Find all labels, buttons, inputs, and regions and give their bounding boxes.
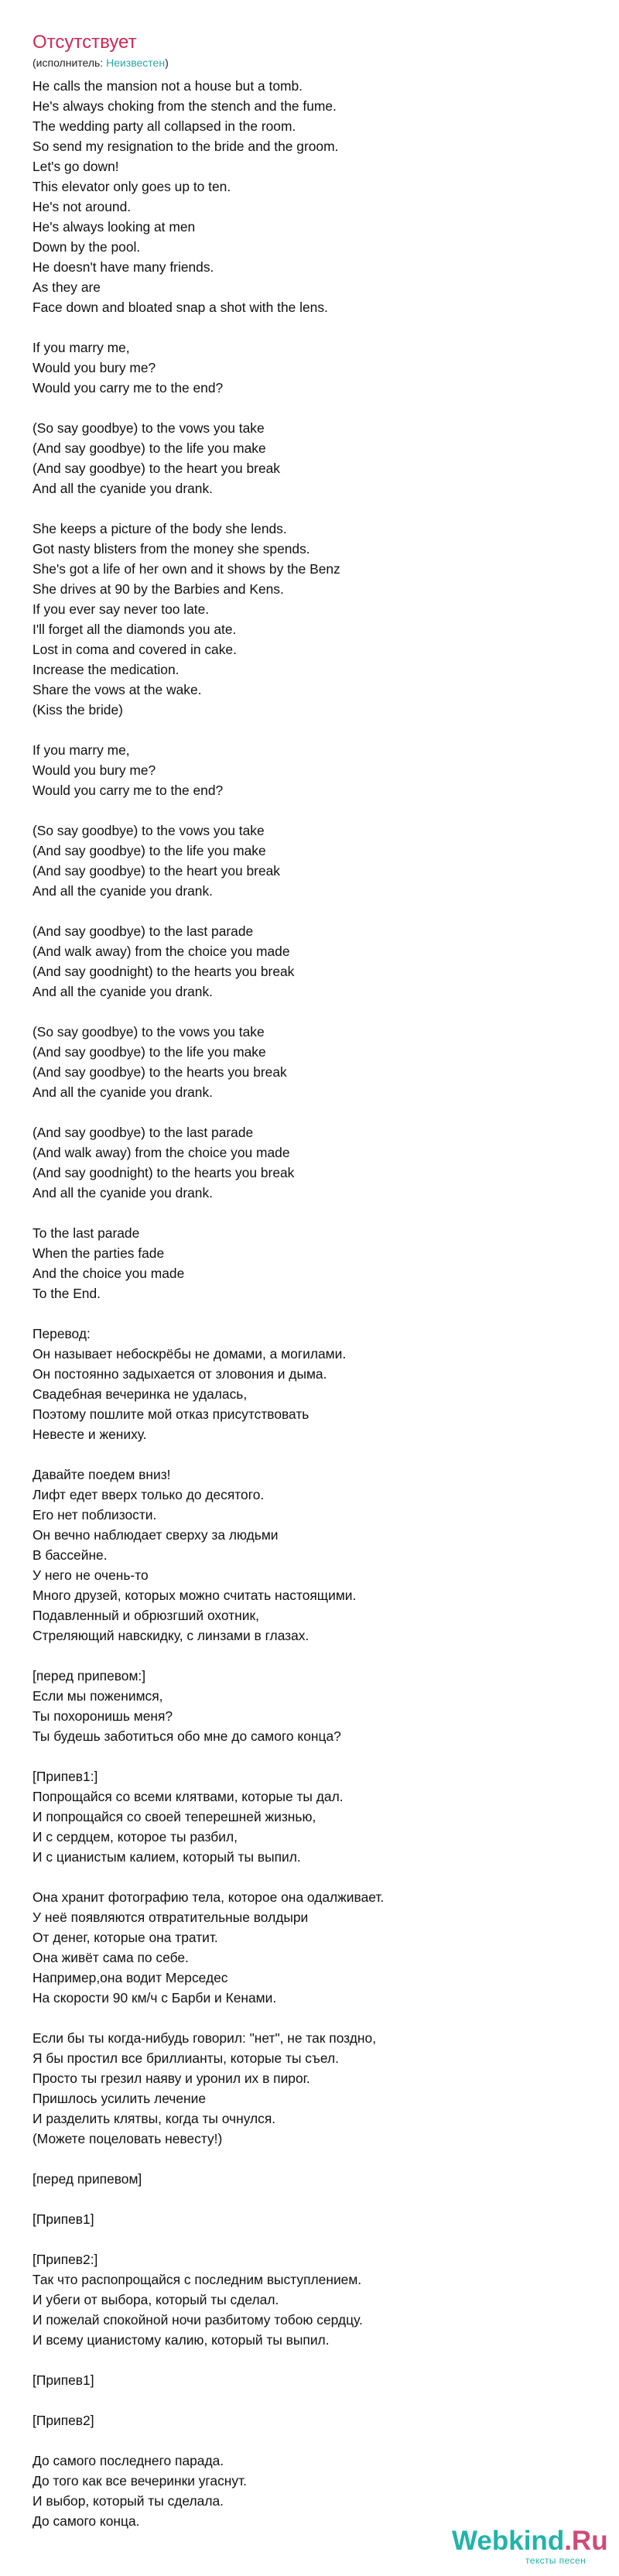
lyric-line: Lost in coma and covered in cake.: [32, 642, 237, 657]
lyric-line: She keeps a picture of the body she lends.: [32, 521, 287, 536]
lyric-line: Я бы простил все бриллианты, которые ты съел.: [32, 2050, 339, 2066]
lyric-line: And all the cyanide you drank.: [32, 481, 213, 496]
lyric-line: (And say goodbye) to the last parade: [32, 1125, 254, 1140]
lyric-line: He's not around.: [32, 199, 132, 214]
lyric-line: Перевод:: [32, 1326, 91, 1341]
lyric-line: Стреляющий навскидку, с линзами в глазах.: [32, 1628, 310, 1643]
brand-main-text: Webkind: [452, 2526, 565, 2556]
lyric-line: Он называет небоскрёбы не домами, а могилами.: [32, 1346, 347, 1362]
lyric-line: И убеги от выбора, который ты сделал.: [32, 2292, 279, 2307]
lyric-line: И разделить клятвы, когда ты очнулся.: [32, 2111, 276, 2126]
lyric-line: [Припев1]: [32, 2211, 94, 2227]
lyric-line: I'll forget all the diamonds you ate.: [32, 622, 237, 637]
lyric-line: (Можете поцеловать невесту!): [32, 2131, 223, 2146]
lyric-line: [32, 1746, 619, 1766]
lyric-line: And all the cyanide you drank.: [32, 1084, 213, 1100]
lyric-line: [Припев2:]: [32, 2252, 98, 2267]
lyric-line: И всему цианистому калию, который ты выпил.: [32, 2332, 330, 2348]
lyric-line: Got nasty blisters from the money she spends.: [32, 541, 310, 557]
lyric-line: And all the cyanide you drank.: [32, 984, 213, 999]
lyric-line: (So say goodbye) to the vows you take: [32, 1024, 265, 1040]
lyric-line: She's got a life of her own and it shows by the Benz: [32, 561, 340, 577]
lyric-line: [32, 2390, 619, 2410]
lyric-line: As they are: [32, 279, 101, 295]
lyric-line: [32, 1646, 619, 1666]
lyric-line: (And walk away) from the choice you made: [32, 944, 290, 959]
lyric-line: Она хранит фотографию тела, которое она одалживает.: [32, 1889, 385, 1905]
lyric-line: If you marry me,: [32, 340, 130, 355]
lyric-line: (And say goodbye) to the hearts you break: [32, 1064, 287, 1080]
lyric-line: (And say goodbye) to the heart you break: [32, 461, 280, 476]
lyric-line: (And walk away) from the choice you made: [32, 1145, 290, 1160]
lyric-line: [32, 1867, 619, 1887]
site-logo[interactable]: [452, 2526, 607, 2572]
lyric-line: До того как все вечеринки угаснут.: [32, 2473, 247, 2489]
lyric-line: (And say goodbye) to the life you make: [32, 843, 266, 858]
lyric-line: И пожелай спокойной ночи разбитому тобою сердцу.: [32, 2312, 363, 2328]
lyric-line: Она живёт сама по себе.: [32, 1950, 189, 1965]
lyric-line: Пришлось усилить лечение: [32, 2091, 207, 2106]
lyric-line: [32, 317, 619, 337]
brand-tld-text: .Ru: [564, 2526, 608, 2556]
lyric-line: [32, 398, 619, 418]
lyric-line: Share the vows at the wake.: [32, 682, 202, 697]
lyric-line: И с сердцем, которое ты разбил,: [32, 1829, 238, 1845]
lyric-line: Would you bury me?: [32, 360, 156, 375]
lyric-line: Он вечно наблюдает сверху за людьми: [32, 1527, 279, 1543]
lyric-line: [32, 2189, 619, 2209]
lyric-line: [32, 498, 619, 519]
lyric-line: Если бы ты когда-нибудь говорил: "нет", не так поздно,: [32, 2030, 377, 2046]
lyric-line: When the parties fade: [32, 1245, 165, 1261]
lyric-line: [Припев2]: [32, 2413, 94, 2428]
lyric-line: Попрощайся со всеми клятвами, которые ты дал.: [32, 1789, 344, 1804]
lyric-line: (And say goodnight) to the hearts you break: [32, 1165, 295, 1180]
lyric-line: He's always choking from the stench and the fume.: [32, 98, 337, 114]
lyric-line: If you ever say never too late.: [32, 601, 210, 617]
artist-link[interactable]: Неизвестен: [106, 57, 166, 69]
artist-prefix: (исполнитель:: [32, 57, 107, 69]
lyric-line: [32, 2229, 619, 2249]
lyric-line: [32, 1203, 619, 1223]
lyric-line: [32, 901, 619, 921]
lyric-line: Let's go down!: [32, 159, 119, 174]
lyric-line: [32, 720, 619, 740]
lyric-line: И с цианистым калием, который ты выпил.: [32, 1849, 301, 1865]
lyric-line: Невесте и жениху.: [32, 1427, 147, 1442]
lyric-line: He calls the mansion not a house but a tomb.: [32, 78, 303, 94]
lyric-line: (Kiss the bride): [32, 702, 123, 718]
lyric-line: И попрощайся со своей теперешней жизнью,: [32, 1809, 316, 1824]
lyric-line: [32, 2350, 619, 2370]
lyric-line: От денег, которые она тратит.: [32, 1930, 218, 1945]
lyric-line: [32, 2149, 619, 2169]
lyric-line: Ты будешь заботиться обо мне до самого конца?: [32, 1728, 341, 1744]
lyric-line: Would you carry me to the end?: [32, 783, 224, 798]
lyric-line: [перед припевом]: [32, 2171, 142, 2187]
lyric-line: And all the cyanide you drank.: [32, 883, 213, 899]
lyric-line: This elevator only goes up to ten.: [32, 179, 231, 194]
lyric-line: Would you bury me?: [32, 762, 156, 778]
lyric-line: Давайте поедем вниз!: [32, 1467, 171, 1482]
lyric-line: До самого конца.: [32, 2513, 140, 2529]
brand-wordmark: [452, 2526, 608, 2557]
lyric-line: [32, 1102, 619, 1122]
lyric-line: (And say goodbye) to the last parade: [32, 923, 254, 939]
lyric-line: Ты похоронишь меня?: [32, 1708, 173, 1724]
lyric-line: So send my resignation to the bride and the groom.: [32, 139, 339, 154]
artist-line: [32, 56, 619, 70]
lyric-line: Face down and bloated snap a shot with the lens.: [32, 300, 328, 315]
lyric-line: And all the cyanide you drank.: [32, 1185, 213, 1201]
brand-tagline: тексты песен: [525, 2555, 587, 2566]
lyric-line: [32, 1002, 619, 1022]
lyric-line: [32, 1444, 619, 1464]
song-title: Отсутствует: [32, 32, 137, 53]
lyric-line: The wedding party all collapsed in the room.: [32, 118, 296, 134]
lyric-line: У неё появляются отвратительные волдыри: [32, 1910, 309, 1925]
lyric-line: (And say goodnight) to the hearts you break: [32, 964, 295, 979]
lyric-line: She drives at 90 by the Barbies and Kens.: [32, 581, 284, 597]
lyrics-block: [32, 76, 619, 2531]
lyric-line: И выбор, который ты сделала.: [32, 2493, 224, 2509]
lyric-line: (So say goodbye) to the vows you take: [32, 420, 265, 436]
lyric-line: Increase the medication.: [32, 662, 180, 677]
lyric-line: Например,она водит Мерседес: [32, 1970, 228, 1985]
lyric-line: He doesn't have many friends.: [32, 259, 214, 275]
lyric-line: Лифт едет вверх только до десятого.: [32, 1487, 265, 1502]
lyric-line: Down by the pool.: [32, 239, 141, 255]
lyric-line: If you marry me,: [32, 742, 130, 758]
lyric-line: Так что распопрощайся с последним выступлением.: [32, 2272, 362, 2287]
lyric-line: Если мы поженимся,: [32, 1688, 163, 1704]
lyric-line: [32, 2008, 619, 2028]
lyric-line: Просто ты грезил наяву и уронил их в пирог.: [32, 2071, 310, 2086]
lyric-line: [перед припевом:]: [32, 1668, 146, 1684]
lyric-line: Много друзей, которых можно считать настоящими.: [32, 1588, 357, 1603]
lyric-line: Подавленный и обрюзгший охотник,: [32, 1608, 259, 1623]
lyric-line: Свадебная вечеринка не удалась,: [32, 1386, 248, 1402]
lyric-line: [Припев1:]: [32, 1769, 98, 1784]
lyric-line: [32, 800, 619, 820]
lyric-line: Поэтому пошлите мой отказ присутствовать: [32, 1406, 310, 1422]
lyric-line: Его нет поблизости.: [32, 1507, 157, 1523]
lyric-line: To the End.: [32, 1286, 101, 1301]
lyric-line: To the last parade: [32, 1225, 140, 1241]
lyric-line: [Припев1]: [32, 2372, 94, 2388]
lyric-line: Он постоянно задыхается от зловония и дыма.: [32, 1366, 327, 1382]
lyric-line: And the choice you made: [32, 1266, 185, 1281]
lyric-line: (And say goodbye) to the life you make: [32, 1044, 266, 1060]
lyric-line: У него не очень-то: [32, 1567, 149, 1583]
lyric-line: (And say goodbye) to the heart you break: [32, 863, 280, 879]
lyric-line: (And say goodbye) to the life you make: [32, 440, 266, 456]
lyric-line: [32, 1303, 619, 1324]
lyric-line: [32, 2430, 619, 2451]
lyric-line: (So say goodbye) to the vows you take: [32, 823, 265, 838]
lyric-line: Would you carry me to the end?: [32, 380, 224, 396]
lyric-line: В бассейне.: [32, 1547, 108, 1563]
artist-suffix: ): [165, 57, 169, 69]
lyric-line: До самого последнего парада.: [32, 2453, 224, 2468]
lyric-line: На скорости 90 км/ч с Барби и Кенами.: [32, 1990, 277, 2006]
lyric-line: He's always looking at men: [32, 219, 196, 235]
